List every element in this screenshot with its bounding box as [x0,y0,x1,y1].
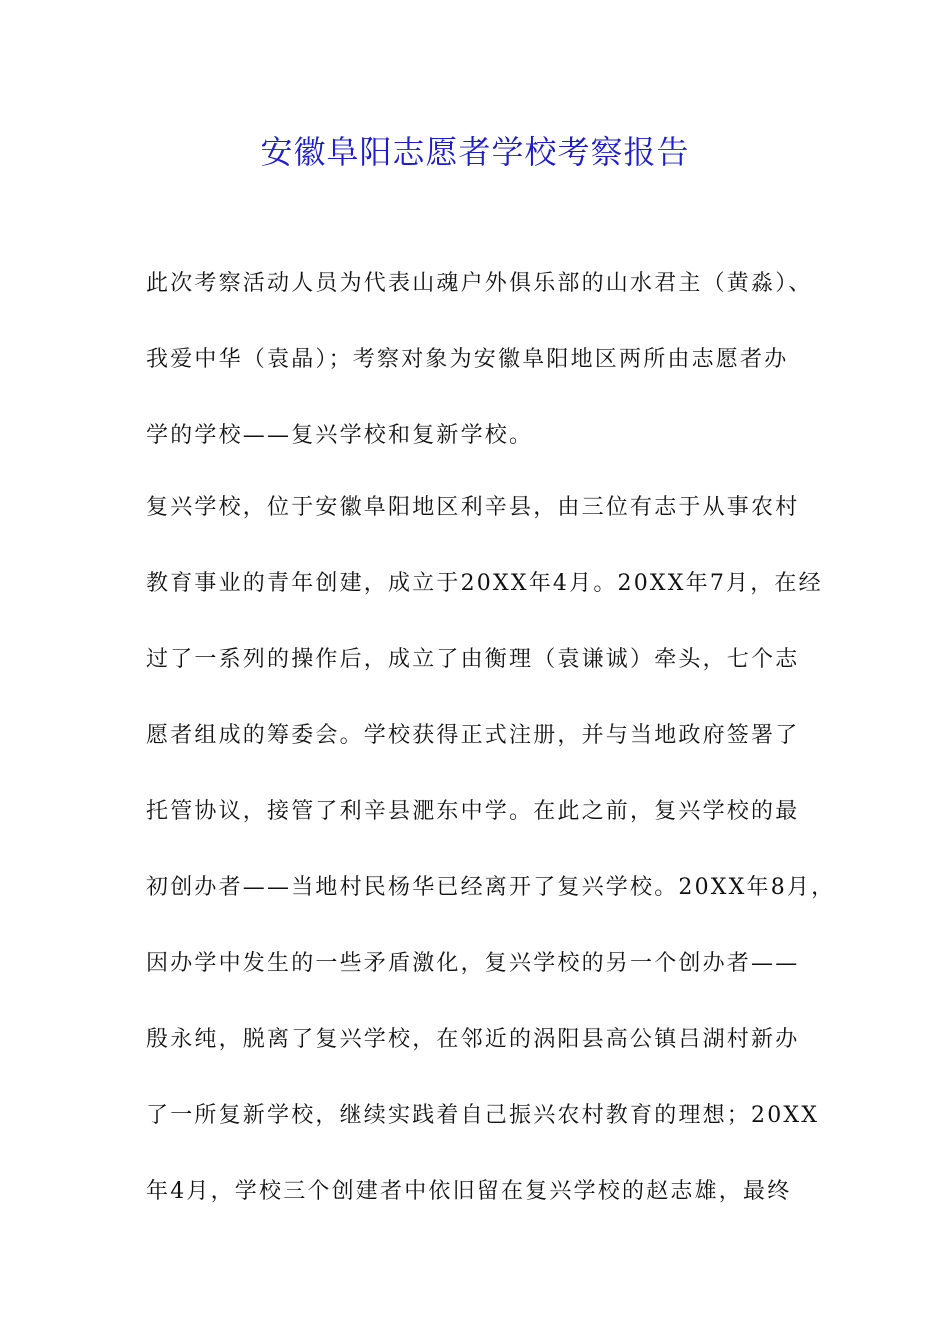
text-line: 托管协议，接管了利辛县淝东中学。在此之前，复兴学校的最 [146,799,800,824]
text-line: 愿者组成的筹委会。学校获得正式注册，并与当地政府签署了 [146,723,800,748]
text-line: 年4月，学校三个创建者中依旧留在复兴学校的赵志雄，最终 [146,1179,792,1204]
text-line: 殷永纯，脱离了复兴学校，在邻近的涡阳县高公镇吕湖村新办 [146,1027,800,1052]
text-line: 教育事业的青年创建，成立于20XX年4月。20XX年7月，在经 [146,571,823,596]
text-line: 因办学中发生的一些矛盾激化，复兴学校的另一个创办者—— [146,951,800,976]
text-line: 此次考察活动人员为代表山魂户外俱乐部的山水君主（黄淼）、 [146,271,813,296]
text-line: 复兴学校，位于安徽阜阳地区利辛县，由三位有志于从事农村 [146,495,800,520]
text-line: 初创办者——当地村民杨华已经离开了复兴学校。20XX年8月， [146,875,836,900]
text-line: 我爱中华（袁晶）；考察对象为安徽阜阳地区两所由志愿者办 [146,347,789,372]
document-title: 安徽阜阳志愿者学校考察报告 [260,133,690,171]
text-line: 学的学校——复兴学校和复新学校。 [146,423,534,448]
text-line: 过了一系列的操作后，成立了由衡理（袁谦诚）牵头，七个志 [146,647,800,672]
text-line: 了一所复新学校，继续实践着自己振兴农村教育的理想；20XX [146,1103,820,1128]
